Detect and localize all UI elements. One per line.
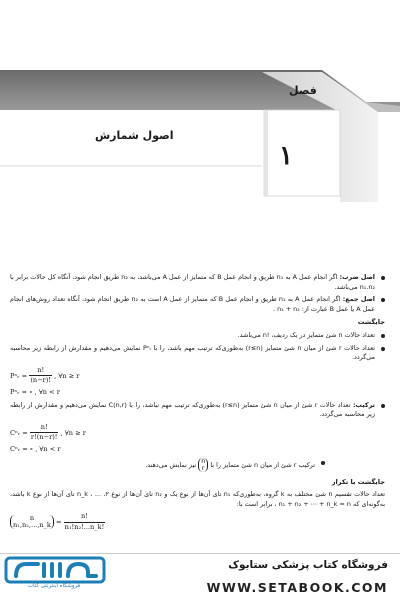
- permutation-item-1-text: تعداد حالات n شئ متمایز در یک ردیف، !n می‌باشد.: [237, 330, 375, 339]
- product-rule-label: اصل ضرب:: [339, 273, 375, 281]
- fraction-numerator: n!: [30, 423, 59, 434]
- fraction-denominator: n₁!n₂!...n_k!: [64, 522, 105, 531]
- permutation-item-1: [10, 331, 385, 341]
- permutation-heading: جایگشت: [357, 318, 385, 327]
- binomial-bottom: r: [201, 463, 205, 472]
- combination-label: ترکیب:: [352, 400, 375, 409]
- multinomial-top: n: [29, 514, 35, 523]
- combination-note-pre: ترکیب r شئ از میان n شئ متمایز را با: [210, 460, 315, 469]
- sum-rule: [10, 295, 385, 314]
- combination-formula-zero: Cⁿᵣ = ∘ , ∀n < r: [10, 444, 61, 453]
- setabook-logo-icon: [4, 556, 106, 596]
- fraction-numerator: n!: [29, 366, 52, 377]
- sum-rule-text: اگر انجام عمل A به n₁ طریق و انجام عمل B که متمایز از عمل A است به n₂ طریق انجام شود، آنگاه تعداد روش‌های انجام عمل A یا عمل B عبارت از: n₁ + n₂ .: [10, 295, 375, 313]
- multinomial-bottom: n₁,n₂,...,n_k: [13, 521, 51, 530]
- formula-fraction: [30, 423, 59, 443]
- formula-fraction: [64, 512, 106, 532]
- formula-condition: , ∀n ≥ r: [60, 428, 86, 437]
- page-content: [10, 273, 385, 534]
- formula-condition: , ∀n ≥ r: [54, 371, 80, 380]
- bullet-icon: [381, 404, 385, 408]
- fraction-numerator: n!: [64, 512, 106, 523]
- bullet-icon: [321, 461, 325, 465]
- permutation-item-2: [10, 344, 385, 363]
- chapter-banner: [0, 66, 400, 202]
- repetition-text: تعداد حالات تقسیم n شئ مختلف به k گروه، به‌طوری‌که n₁ تای آن‌ها از نوع یک و n₂ تای آن‌ها از نوع ۲، ... ، n_k تای آن‌ها از نوع k باشد، به‌گونه‌ای که n₁ + n₂ + ⋯ + n_k = n ، برابر است با:: [10, 490, 385, 508]
- sum-rule-label: اصل جمع:: [342, 295, 375, 304]
- combination-note-post: نیز نمایش می‌دهند.: [145, 460, 197, 469]
- product-rule: [10, 273, 385, 292]
- permutation-item-2-text: تعداد حالات r شئ از میان n شئ متمایز (r≤n) به‌طوری‌که ترتیب مهم باشد، را با Pⁿᵣ نمایش می‌دهیم و مقدارش از رابطه زیر محاسبه می‌گردد.: [10, 343, 375, 362]
- bullet-icon: [381, 298, 385, 302]
- logo-caption: فروشگاه اینترنتی کتاب: [27, 583, 81, 589]
- fraction-denominator: (n−r)!: [30, 376, 52, 385]
- product-rule-text: اگر انجام عمل A به n₁ طریق و انجام عمل B که متمایز از عمل A می‌باشد، به n₂ طریق انجام شود، آنگاه کل حالات برابر با n₁.n₂ می‌باشد.: [10, 273, 375, 291]
- bullet-icon: [381, 347, 385, 351]
- footer-divider: [0, 553, 400, 554]
- formula-equals: =: [56, 518, 62, 527]
- site-url-link[interactable]: WWW.SETABOOK.COM: [206, 580, 388, 595]
- fraction-denominator: r!(n−r)!: [30, 433, 58, 442]
- chapter-label: فصل: [289, 84, 317, 97]
- bullet-icon: [381, 334, 385, 338]
- formula-lhs: Pⁿᵣ =: [10, 371, 28, 380]
- store-name: فروشگاه کتاب پزشکی ستابوک: [228, 559, 388, 571]
- binomial-top: n: [201, 456, 206, 465]
- combination-text: تعداد حالات r شئ از میان n شئ متمایز (r≤n) به‌طوری‌که ترتیب مهم نباشد، را با C(n,r) نمایش می‌دهیم و مقدارش از رابطه زیر محاسبه می‌گردد.: [10, 400, 375, 419]
- chapter-title: اصول شمارش: [95, 129, 174, 142]
- formula-fraction: [29, 366, 52, 386]
- combination: [10, 401, 385, 420]
- repetition-heading: جایگشت با تکرار: [331, 477, 385, 486]
- bullet-icon: [381, 276, 385, 280]
- multinomial-formula: [10, 512, 385, 532]
- chapter-number: ۱: [279, 141, 293, 171]
- multinomial-symbol: [10, 515, 54, 529]
- formula-lhs: Cⁿᵣ =: [10, 428, 28, 437]
- permutation-formula: [10, 366, 385, 386]
- combination-formula: [10, 423, 385, 443]
- permutation-formula-zero: Pⁿᵣ = ∘ , ∀n < r: [10, 387, 60, 396]
- combination-note: [10, 458, 385, 472]
- binomial-symbol: [198, 458, 208, 472]
